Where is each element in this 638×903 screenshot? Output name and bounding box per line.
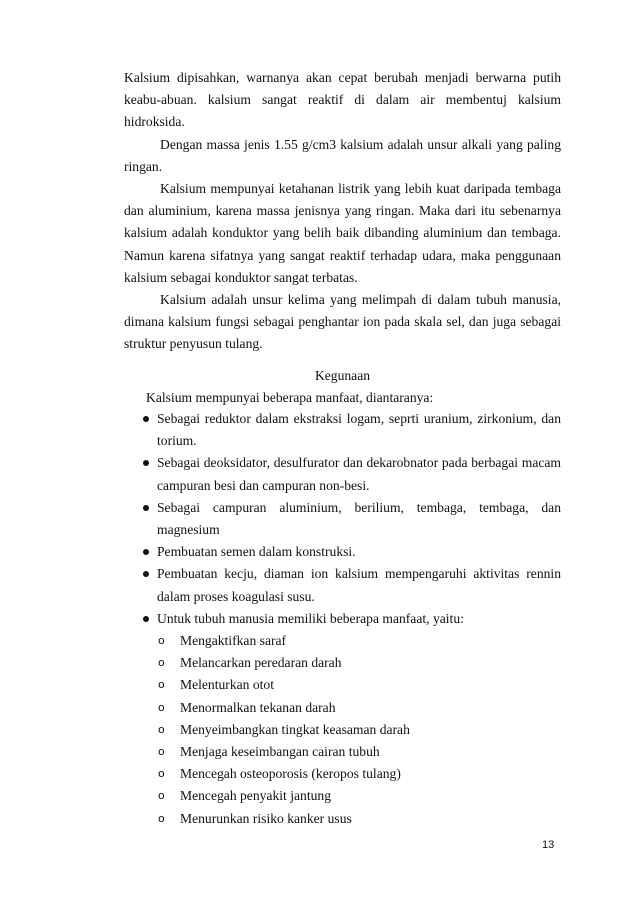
sub-list-item: [157, 741, 561, 763]
sub-list-item-text: Mencegah osteoporosis (keropos tulang): [180, 766, 401, 782]
paragraph-3: Kalsium mempunyai ketahanan listrik yang lebih kuat daripada tembaga dan aluminium, karena massa jenisnya yang ringan. Maka dari itu sebenarnya kalsium adalah konduktor yang belih baik dibanding aluminium dan tembaga. Namun karena sifatnya yang sangat reaktif terhadap udara, maka penggunaan kalsium sebagai konduktor sangat terbatas.: [124, 181, 561, 285]
paragraph-2: Dengan massa jenis 1.55 g/cm3 kalsium adalah unsur alkali yang paling ringan.: [124, 136, 561, 174]
sub-list-item: [157, 785, 561, 807]
sub-bullet-marker: o: [158, 656, 165, 670]
sub-bullet-marker: o: [158, 722, 165, 736]
sub-bullet-marker: o: [158, 811, 165, 825]
sub-list-item: [157, 719, 561, 741]
sub-bullet-marker: o: [158, 700, 165, 714]
bullet-dot-icon: [143, 549, 149, 555]
body-text: [124, 67, 561, 356]
sub-list-item-text: Menurunkan risiko kanker usus: [180, 810, 352, 826]
sub-list-item-text: Menyeimbangkan tingkat keasaman darah: [180, 721, 410, 737]
list-item-text: Sebagai reduktor dalam ekstraksi logam, seprti uranium, zirkonium, dan torium.: [157, 411, 561, 449]
bullet-list: [124, 408, 561, 830]
section-heading: Kegunaan: [314, 368, 371, 383]
sub-list-item-text: Mencegah penyakit jantung: [180, 788, 331, 804]
bullet-dot-icon: [143, 616, 149, 622]
sub-bullet-list: [157, 630, 561, 830]
sub-list-item: [157, 808, 561, 830]
list-item: [124, 408, 561, 452]
bullet-dot-icon: [143, 505, 149, 511]
list-item-text: Untuk tubuh manusia memiliki beberapa manfaat, yaitu:: [157, 610, 464, 626]
list-item: [124, 452, 561, 496]
list-item: [124, 563, 561, 607]
list-item: [124, 608, 561, 830]
sub-bullet-marker: o: [158, 789, 165, 803]
bullet-dot-icon: [143, 571, 149, 577]
list-item-text: Pembuatan kecju, diaman ion kalsium mempengaruhi aktivitas rennin dalam proses koagulasi susu.: [157, 566, 561, 604]
sub-list-item: [157, 697, 561, 719]
bullet-dot-icon: [143, 460, 149, 466]
sub-list-item-text: Melancarkan peredaran darah: [180, 655, 342, 671]
sub-bullet-marker: o: [158, 745, 165, 759]
sub-list-item-text: Menormalkan tekanan darah: [180, 699, 336, 715]
page-number: 13: [542, 839, 555, 851]
sub-list-item: [157, 652, 561, 674]
sub-list-item-text: Mengaktifkan saraf: [180, 633, 287, 649]
sub-bullet-marker: o: [158, 767, 165, 781]
list-item: [124, 541, 561, 563]
list-item-text: Pembuatan semen dalam konstruksi.: [157, 544, 356, 560]
sub-bullet-marker: o: [158, 678, 165, 692]
sub-list-item: [157, 674, 561, 696]
list-item: [124, 497, 561, 541]
sub-list-item-text: Menjaga keseimbangan cairan tubuh: [180, 744, 380, 760]
sub-list-item: [157, 630, 561, 652]
bullet-dot-icon: [143, 416, 149, 422]
list-item-text: Sebagai campuran aluminium, berilium, tembaga, tembaga, dan magnesium: [157, 499, 561, 538]
list-item-text: Sebagai deoksidator, desulfurator dan dekarobnator pada berbagai macam campuran besi dan campuran non-besi.: [157, 455, 561, 493]
section-intro: Kalsium mempunyai beberapa manfaat, diantaranya:: [146, 390, 434, 405]
sub-bullet-marker: o: [158, 634, 165, 648]
sub-list-item-text: Melenturkan otot: [180, 677, 275, 693]
paragraph-1: Kalsium dipisahkan, warnanya akan cepat berubah menjadi berwarna putih keabu-abuan. kalsium sangat reaktif di dalam air membentuj kalsium hidroksida.: [124, 70, 561, 130]
paragraph-4: Kalsium adalah unsur kelima yang melimpah di dalam tubuh manusia, dimana kalsium fungsi sebagai penghantar ion pada skala sel, dan juga sebagai struktur penyusun tulang.: [124, 292, 561, 352]
sub-list-item: [157, 763, 561, 785]
